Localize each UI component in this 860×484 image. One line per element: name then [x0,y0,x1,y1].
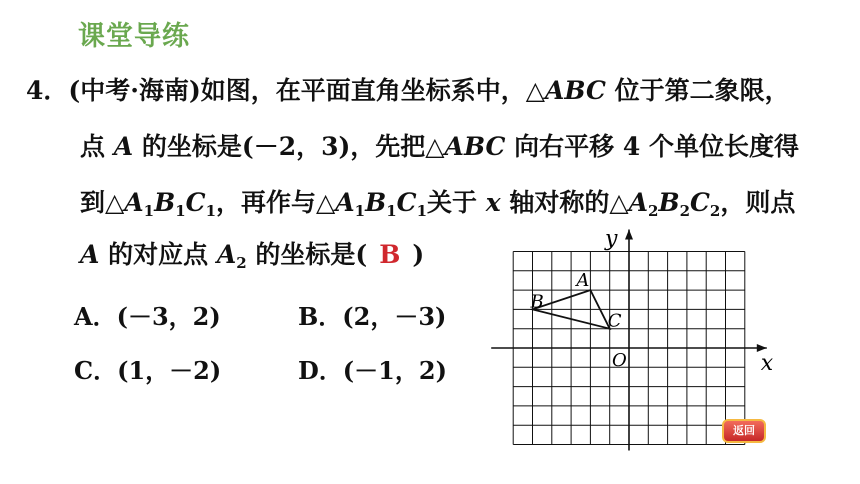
answer-text: B [379,240,401,269]
y-axis-arrow [625,230,633,240]
option-b[interactable]: B．(2，－3) [298,302,447,331]
y-axis-label: y [605,226,618,252]
point-a-label: A [576,270,590,292]
question-line-2: 点 A 的坐标是(－2，3)，先把△ABC 向右平移 4 个单位长度得 [80,132,799,161]
point-c-label: C [607,310,622,332]
option-c[interactable]: C．(1，－2) [74,356,222,385]
origin-label: O [612,350,627,371]
back-button[interactable]: 返回 [722,419,766,443]
question-line-3: 到$\triangle A_1B_1C_1$，再作与$\triangle A_1B_1C_1$关于 x 轴对称的$\triangle A_2B_2C_2$，则点 [80,188,796,220]
option-d[interactable]: D．(－1，2) [298,356,447,385]
option-a[interactable]: A．(－3，2) [74,302,221,331]
point-b-label: B [530,291,544,313]
question-line-1: 4．(中考·海南)如图，在平面直角坐标系中，△ABC 位于第二象限， [26,76,790,105]
x-axis-label: x [760,351,774,376]
question-line-4: A 的对应点 $A_2$ 的坐标是( B ) [80,240,425,272]
section-title: 课堂导练 [78,21,190,52]
